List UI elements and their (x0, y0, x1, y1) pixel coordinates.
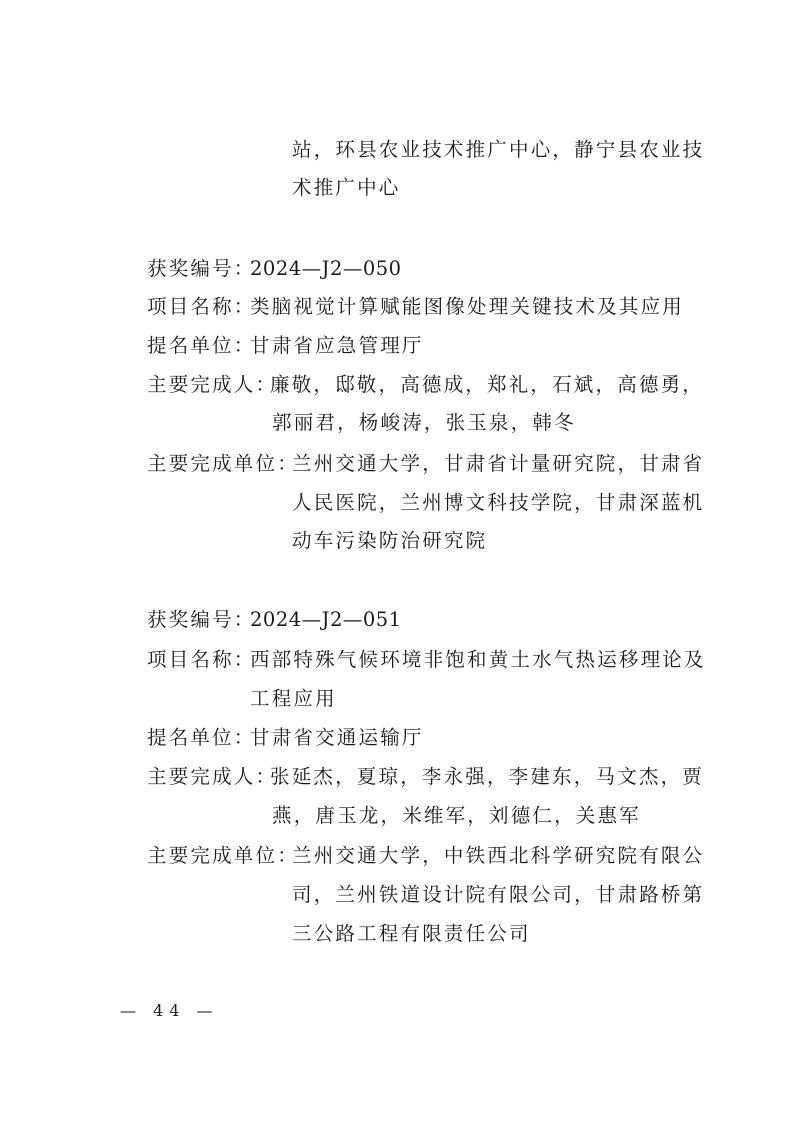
award-number: 2024—J2—050 (250, 257, 402, 280)
nominator: 甘肃省应急管理厅 (250, 334, 424, 357)
main-units-line-2: 人民医院，兰州博文科技学院，甘肃深蓝机 (292, 491, 705, 514)
award-number-label: 获奖编号： (147, 257, 256, 280)
nominator: 甘肃省交通运输厅 (250, 726, 424, 749)
main-units-label: 主要完成单位： (147, 844, 299, 867)
nominator-label: 提名单位： (147, 726, 256, 749)
main-persons-label: 主要完成人： (147, 765, 278, 788)
project-name-label: 项目名称： (147, 648, 256, 671)
main-units-line-2: 司，兰州铁道设计院有限公司，甘肃路桥第 (292, 883, 705, 906)
main-persons-line-2: 燕，唐玉龙，米维军，刘德仁，关惠军 (272, 804, 641, 827)
main-units-line-3: 动车污染防治研究院 (292, 529, 488, 552)
award-number-label: 获奖编号： (147, 608, 256, 631)
main-persons-label: 主要完成人： (147, 373, 278, 396)
main-persons-line-1: 廉敬，邸敬，高德成，郑礼，石斌，高德勇， (270, 373, 705, 396)
continued-units-line-2: 术推广中心 (292, 176, 401, 199)
main-persons-line-2: 郭丽君，杨峻涛，张玉泉，韩冬 (272, 411, 576, 434)
main-units-label: 主要完成单位： (147, 452, 299, 475)
award-number: 2024—J2—051 (250, 608, 402, 631)
page-number: — 44 — (120, 1001, 219, 1020)
continued-units-line-1: 站，环县农业技术推广中心，静宁县农业技 (292, 138, 705, 161)
nominator-label: 提名单位： (147, 334, 256, 357)
project-name-line-2: 工程应用 (250, 687, 337, 710)
project-name-label: 项目名称： (147, 295, 256, 318)
main-units-line-3: 三公路工程有限责任公司 (292, 922, 531, 945)
main-units-line-1: 兰州交通大学，中铁西北科学研究院有限公 (292, 844, 705, 867)
main-units-line-1: 兰州交通大学，甘肃省计量研究院，甘肃省 (292, 452, 705, 475)
main-persons-line-1: 张延杰，夏琼，李永强，李建东，马文杰，贾 (270, 765, 705, 788)
project-name-line-1: 西部特殊气候环境非饱和黄土水气热运移理论及 (250, 648, 706, 671)
project-name-line-1: 类脑视觉计算赋能图像处理关键技术及其应用 (250, 295, 685, 318)
